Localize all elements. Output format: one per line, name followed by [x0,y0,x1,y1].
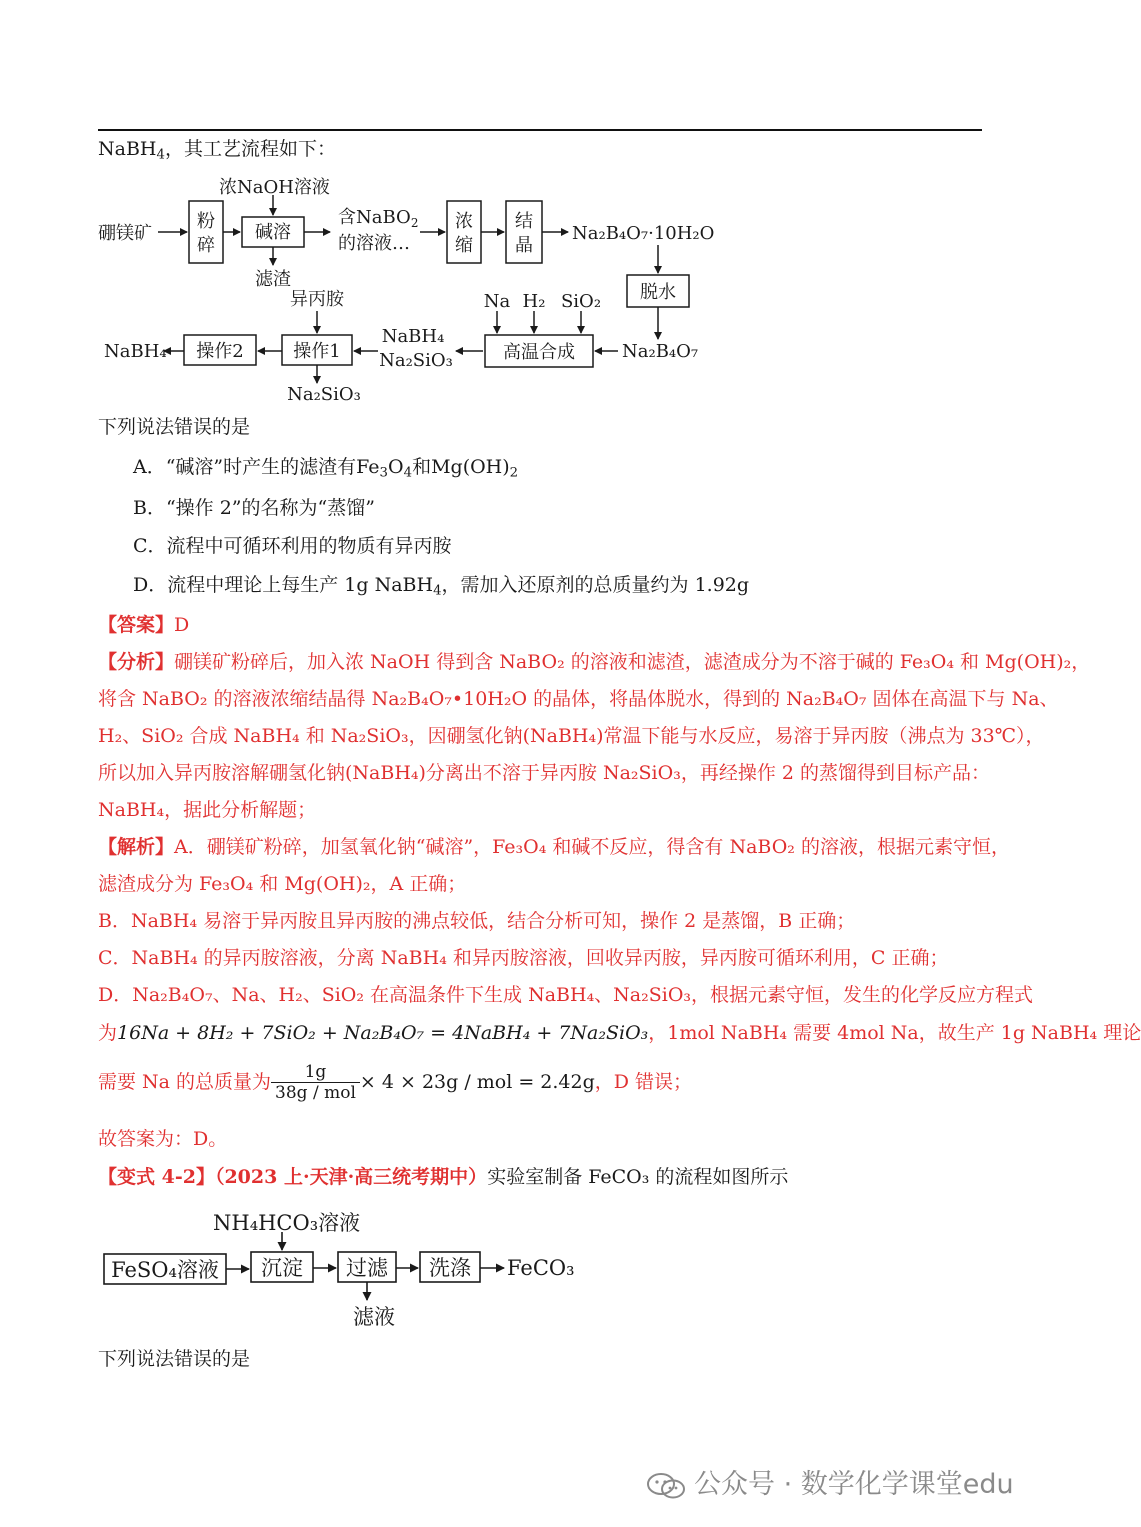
label-mix-2: Na₂SiO₃ [379,350,453,371]
label-conc-2: 缩 [455,235,473,256]
label-cryst-1: 结 [515,211,533,232]
label-crush-1: 粉 [197,211,215,232]
label-mix-1: NaBH₄ [381,326,445,347]
answer-label: 【答案】 [98,614,175,636]
watermark [646,1462,1014,1501]
explanation-line-1: 【解析】A．硼镁矿粉碎，加氢氧化钠“碱溶”，Fe₃O₄ 和碱不反应，得含有 NaBO₂ 的溶液，根据元素守恒， [98,836,1010,858]
intro-formula: NaBH [98,138,157,160]
label-filtrate: 滤液 [353,1305,395,1329]
question-2: 下列说法错误的是 [98,1348,251,1370]
label-nh4hco3: NH₄HCO₃溶液 [213,1211,361,1235]
label-reagent-na: Na [483,291,511,312]
label-byproduct: Na₂SiO₃ [287,384,361,405]
label-dehydrate: 脱水 [640,282,676,303]
label-filter: 过滤 [346,1256,388,1280]
option-c: C．流程中可循环利用的物质有异丙胺 [133,535,452,557]
option-d: D．流程中理论上每生产 1g NaBH$_4$，需加入还原剂的总质量约为 1.92g [133,574,750,599]
answer-line [98,614,189,637]
label-solution-2: 的溶液… [338,233,410,254]
label-solvent: 异丙胺 [290,289,344,310]
label-hightemp: 高温合成 [503,342,575,363]
label-feco3: FeCO₃ [507,1256,575,1280]
explanation-line-6: 为16Na + 8H₂ + 7SiO₂ + Na₂B₄O₇ = 4NaBH₄ + 7Na₂SiO₃，1mol NaBH₄ 需要 4mol Na，故生产 1g NaBH₄ 理论 [98,1022,1141,1044]
watermark-text: 公众号 · 数学化学课堂edu [694,1469,1014,1500]
label-op1: 操作1 [293,341,341,362]
label-conc-1: 浓 [455,211,473,232]
intro-formula-sub: 4 [156,147,165,163]
question-1: 下列说法错误的是 [98,416,251,438]
variant-source: （2023 上·天津·高三统考期中） [214,1166,488,1188]
analysis-line-3: H₂、SiO₂ 合成 NaBH₄ 和 Na₂SiO₃，因硼氢化钠(NaBH₄)常温下能与水反应，易溶于异丙胺（沸点为 33℃）， [98,725,1045,747]
explanation-line-5: D．Na₂B₄O₇、Na、H₂、SiO₂ 在高温条件下生成 NaBH₄、Na₂SiO₃，根据元素守恒，发生的化学反应方程式 [98,984,1034,1006]
conclusion: 故答案为：D。 [98,1128,228,1150]
variant-text: 实验室制备 FeCO₃ 的流程如图所示 [487,1166,789,1188]
label-solution-1: 含NaBO$_2$ [338,207,419,230]
option-a: A．“碱溶”时产生的滤渣有$Fe_3O_4$和$Mg(OH)_2$ [133,456,519,481]
label-crush-2: 碎 [197,235,215,256]
option-b: B．“操作 2”的名称为“蒸馏” [133,497,375,519]
explanation-line-4: C．NaBH₄ 的异丙胺溶液，分离 NaBH₄ 和异丙胺溶液，回收异丙胺，异丙胺可循环利用，C 正确； [98,947,949,969]
flow-diagram-1 [0,165,760,410]
explanation-line-2: 滤渣成分为 Fe₃O₄ 和 Mg(OH)₂，A 正确； [98,873,467,895]
intro-line [98,138,336,161]
label-naoh: 浓NaOH溶液 [219,177,330,198]
label-reagent-h2: H₂ [522,291,546,312]
label-wash: 洗涤 [429,1256,471,1280]
explanation-line-3: B．NaBH₄ 易溶于异丙胺且异丙胺的沸点较低，结合分析可知，操作 2 是蒸馏，B 正确； [98,910,856,932]
analysis-line-4: 所以加入异丙胺溶解硼氢化钠(NaBH₄)分离出不溶于异丙胺 Na₂SiO₃，再经操作 2 的蒸馏得到目标产品： [98,762,990,784]
explanation-line-7: 需要 Na 的总质量为 $\frac{1g}{\text{38g / mol}}$ × 4 × 23g / mol = 2.42g，D 错误； [98,1062,693,1104]
label-cryst-2: 晶 [515,235,533,256]
label-residue: 滤渣 [255,269,291,290]
analysis-line-5: NaBH₄，据此分析解题； [98,799,317,821]
reaction-equation: 16Na + 8H₂ + 7SiO₂ + Na₂B₄O₇ = 4NaBH₄ + 7Na₂SiO₃ [117,1022,649,1044]
label-alkali: 碱溶 [255,222,291,243]
analysis-line-1: 【分析】硼镁矿粉碎后，加入浓 NaOH 得到含 NaBO₂ 的溶液和滤渣，滤渣成分为不溶于碱的 Fe₃O₄ 和 Mg(OH)₂， [98,651,1091,673]
label-product: NaBH₄ [104,341,167,362]
label-hydrate: Na₂B₄O₇·10H₂O [572,223,715,244]
variant-label: 【变式 4-2】 [98,1166,215,1188]
flow-diagram-2 [0,1200,600,1340]
intro-text: ，其工艺流程如下： [164,138,336,160]
wechat-icon [646,1472,686,1500]
header-rule [98,129,982,131]
label-precipitate: 沉淀 [261,1256,303,1280]
label-feso4: FeSO₄溶液 [111,1258,219,1282]
label-raw-ore: 硼镁矿 [98,223,152,244]
analysis-line-2: 将含 NaBO₂ 的溶液浓缩结晶得 Na₂B₄O₇•10H₂O 的晶体，将晶体脱水，得到的 Na₂B₄O₇ 固体在高温下与 Na、 [98,688,1059,710]
answer-value: D [174,614,190,636]
mass-fraction: $\frac{1g}{\text{38g / mol}}$ [271,1062,360,1104]
label-anhydrous: Na₂B₄O₇ [622,341,699,362]
mass-calculation: × 4 × 23g / mol = 2.42g [359,1070,595,1093]
label-reagent-sio2: SiO₂ [560,291,602,312]
label-op2: 操作2 [196,341,244,362]
variant-heading [98,1166,788,1189]
